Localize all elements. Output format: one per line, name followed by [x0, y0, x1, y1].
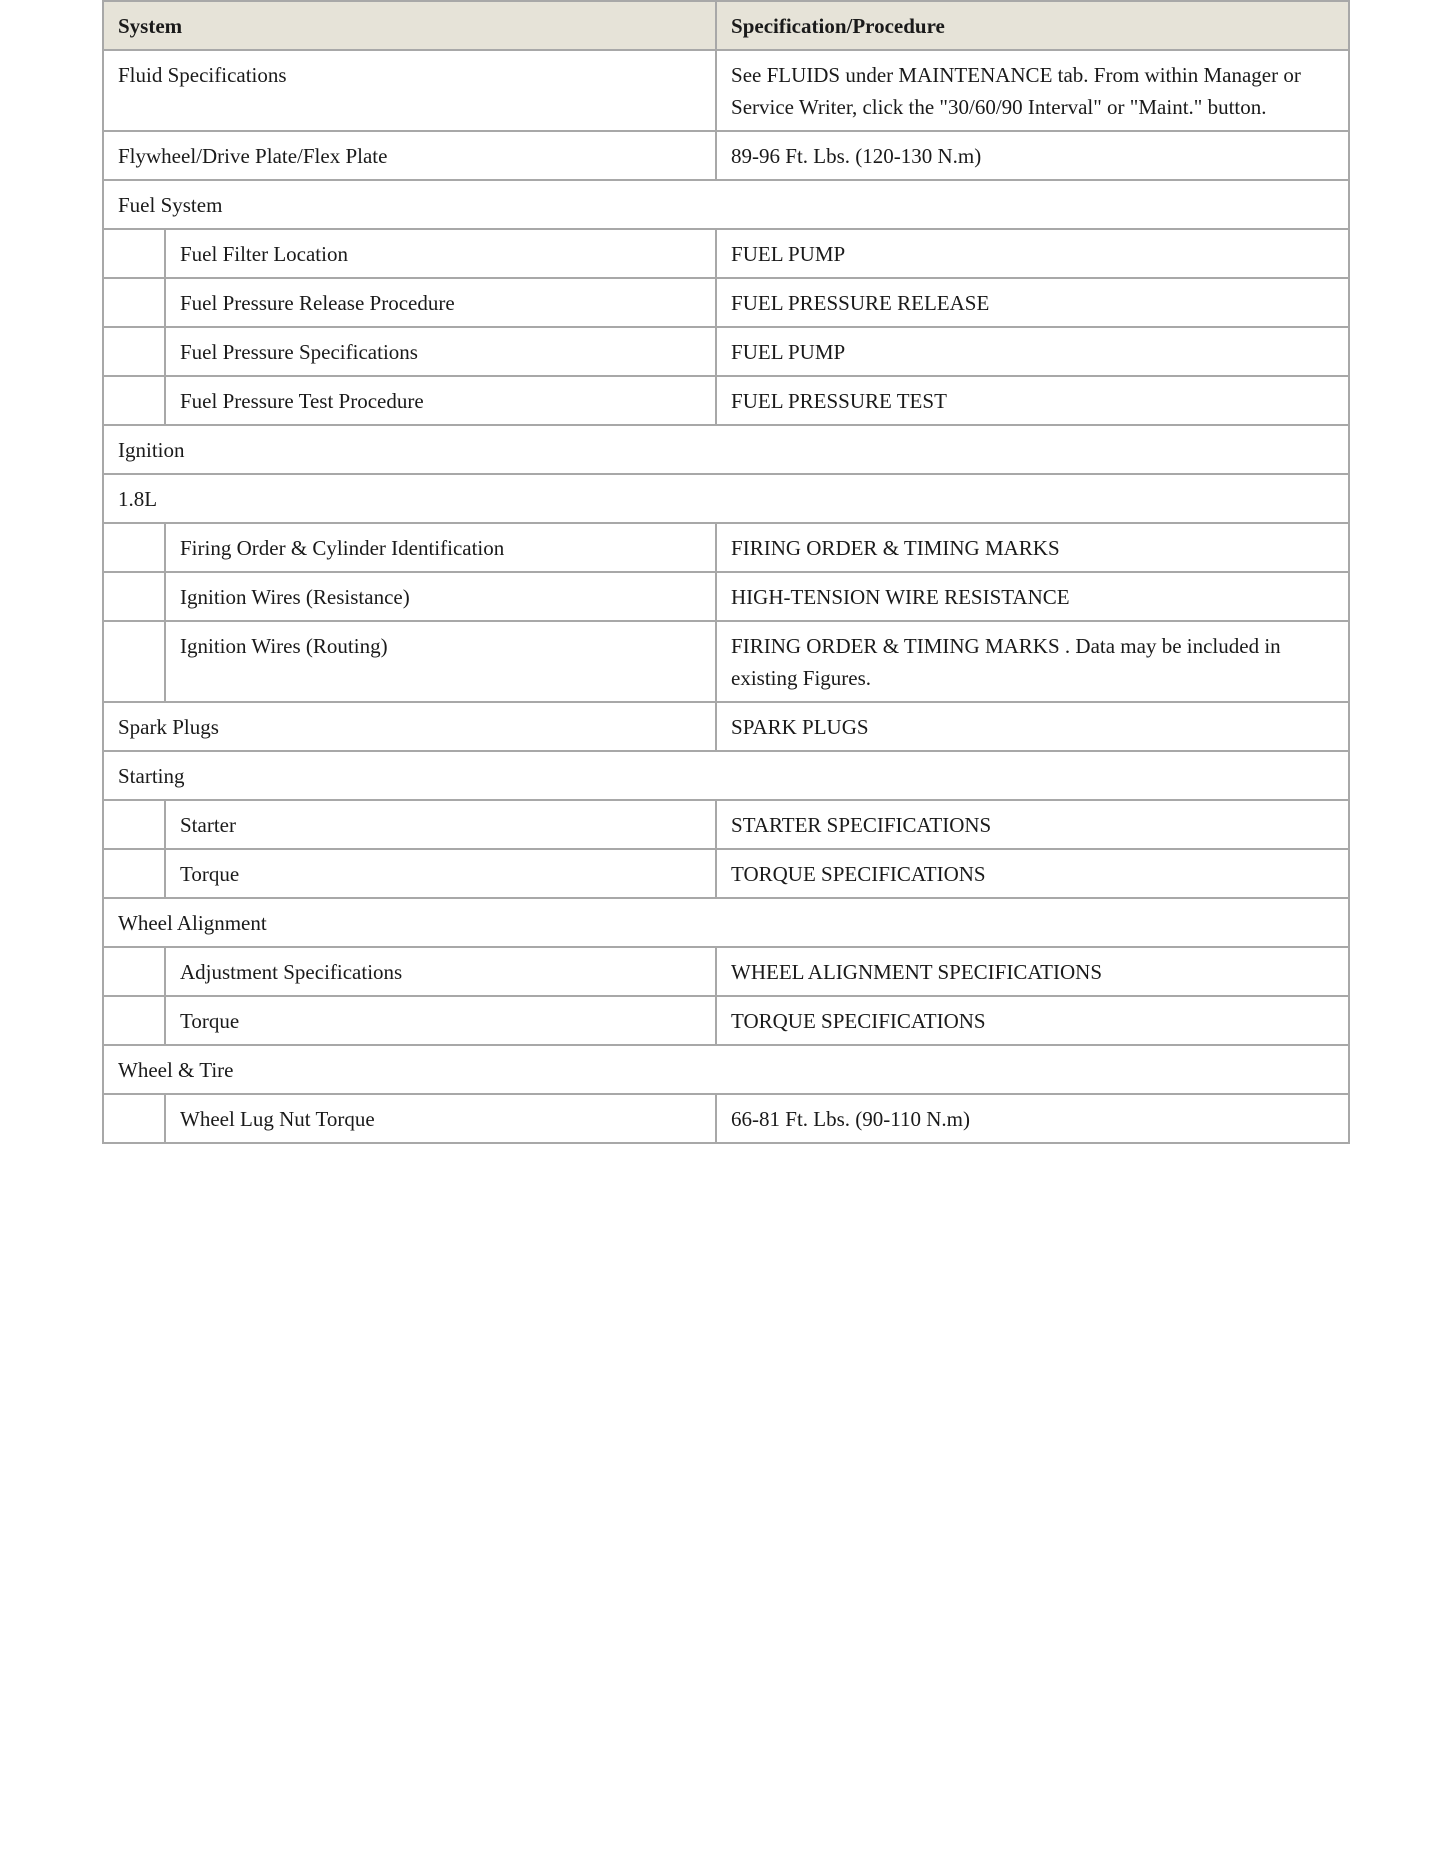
row-value: FIRING ORDER & TIMING MARKS . Data may be included in existing Figures.	[716, 621, 1349, 702]
row-label: Torque	[165, 996, 716, 1045]
row-label: Torque	[165, 849, 716, 898]
row-label: Firing Order & Cylinder Identification	[165, 523, 716, 572]
indent-cell	[103, 572, 165, 621]
row-label: Ignition Wires (Resistance)	[165, 572, 716, 621]
table-row	[103, 800, 1349, 849]
indent-cell	[103, 523, 165, 572]
table-row	[103, 229, 1349, 278]
table-row	[103, 131, 1349, 180]
row-label: Starter	[165, 800, 716, 849]
indent-cell	[103, 849, 165, 898]
indent-cell	[103, 996, 165, 1045]
row-value: HIGH-TENSION WIRE RESISTANCE	[716, 572, 1349, 621]
table-row	[103, 621, 1349, 702]
subsection-label: 1.8L	[103, 474, 1349, 523]
header-system: System	[103, 1, 716, 50]
table-row	[103, 702, 1349, 751]
row-value: STARTER SPECIFICATIONS	[716, 800, 1349, 849]
row-label: Fluid Specifications	[103, 50, 716, 131]
row-value: 89-96 Ft. Lbs. (120-130 N.m)	[716, 131, 1349, 180]
row-value: WHEEL ALIGNMENT SPECIFICATIONS	[716, 947, 1349, 996]
section-row	[103, 751, 1349, 800]
table-row	[103, 523, 1349, 572]
header-spec: Specification/Procedure	[716, 1, 1349, 50]
row-value: FUEL PUMP	[716, 327, 1349, 376]
table-row	[103, 1094, 1349, 1143]
row-value: FIRING ORDER & TIMING MARKS	[716, 523, 1349, 572]
indent-cell	[103, 947, 165, 996]
indent-cell	[103, 327, 165, 376]
section-label: Fuel System	[103, 180, 1349, 229]
indent-cell	[103, 229, 165, 278]
row-label: Fuel Filter Location	[165, 229, 716, 278]
indent-cell	[103, 376, 165, 425]
row-label: Fuel Pressure Test Procedure	[165, 376, 716, 425]
table-row	[103, 849, 1349, 898]
table-row	[103, 376, 1349, 425]
row-label: Spark Plugs	[103, 702, 716, 751]
section-label: Starting	[103, 751, 1349, 800]
section-row	[103, 425, 1349, 474]
row-value: SPARK PLUGS	[716, 702, 1349, 751]
table-row	[103, 996, 1349, 1045]
section-label: Wheel & Tire	[103, 1045, 1349, 1094]
table-row	[103, 278, 1349, 327]
section-label: Ignition	[103, 425, 1349, 474]
section-row	[103, 1045, 1349, 1094]
row-value: FUEL PRESSURE TEST	[716, 376, 1349, 425]
row-label: Fuel Pressure Release Procedure	[165, 278, 716, 327]
indent-cell	[103, 800, 165, 849]
row-value: TORQUE SPECIFICATIONS	[716, 849, 1349, 898]
indent-cell	[103, 1094, 165, 1143]
table-row	[103, 327, 1349, 376]
indent-cell	[103, 621, 165, 702]
row-value: FUEL PRESSURE RELEASE	[716, 278, 1349, 327]
specifications-table	[102, 0, 1350, 1144]
row-value: 66-81 Ft. Lbs. (90-110 N.m)	[716, 1094, 1349, 1143]
section-row	[103, 898, 1349, 947]
row-label: Fuel Pressure Specifications	[165, 327, 716, 376]
row-label: Wheel Lug Nut Torque	[165, 1094, 716, 1143]
subsection-row	[103, 474, 1349, 523]
row-value: FUEL PUMP	[716, 229, 1349, 278]
row-label: Flywheel/Drive Plate/Flex Plate	[103, 131, 716, 180]
table-header-row	[103, 1, 1349, 50]
table-row	[103, 50, 1349, 131]
row-value: TORQUE SPECIFICATIONS	[716, 996, 1349, 1045]
row-value: See FLUIDS under MAINTENANCE tab. From within Manager or Service Writer, click the "30/60/90 Interval" or "Maint." button.	[716, 50, 1349, 131]
row-label: Adjustment Specifications	[165, 947, 716, 996]
table-row	[103, 572, 1349, 621]
section-row	[103, 180, 1349, 229]
indent-cell	[103, 278, 165, 327]
table-row	[103, 947, 1349, 996]
section-label: Wheel Alignment	[103, 898, 1349, 947]
row-label: Ignition Wires (Routing)	[165, 621, 716, 702]
